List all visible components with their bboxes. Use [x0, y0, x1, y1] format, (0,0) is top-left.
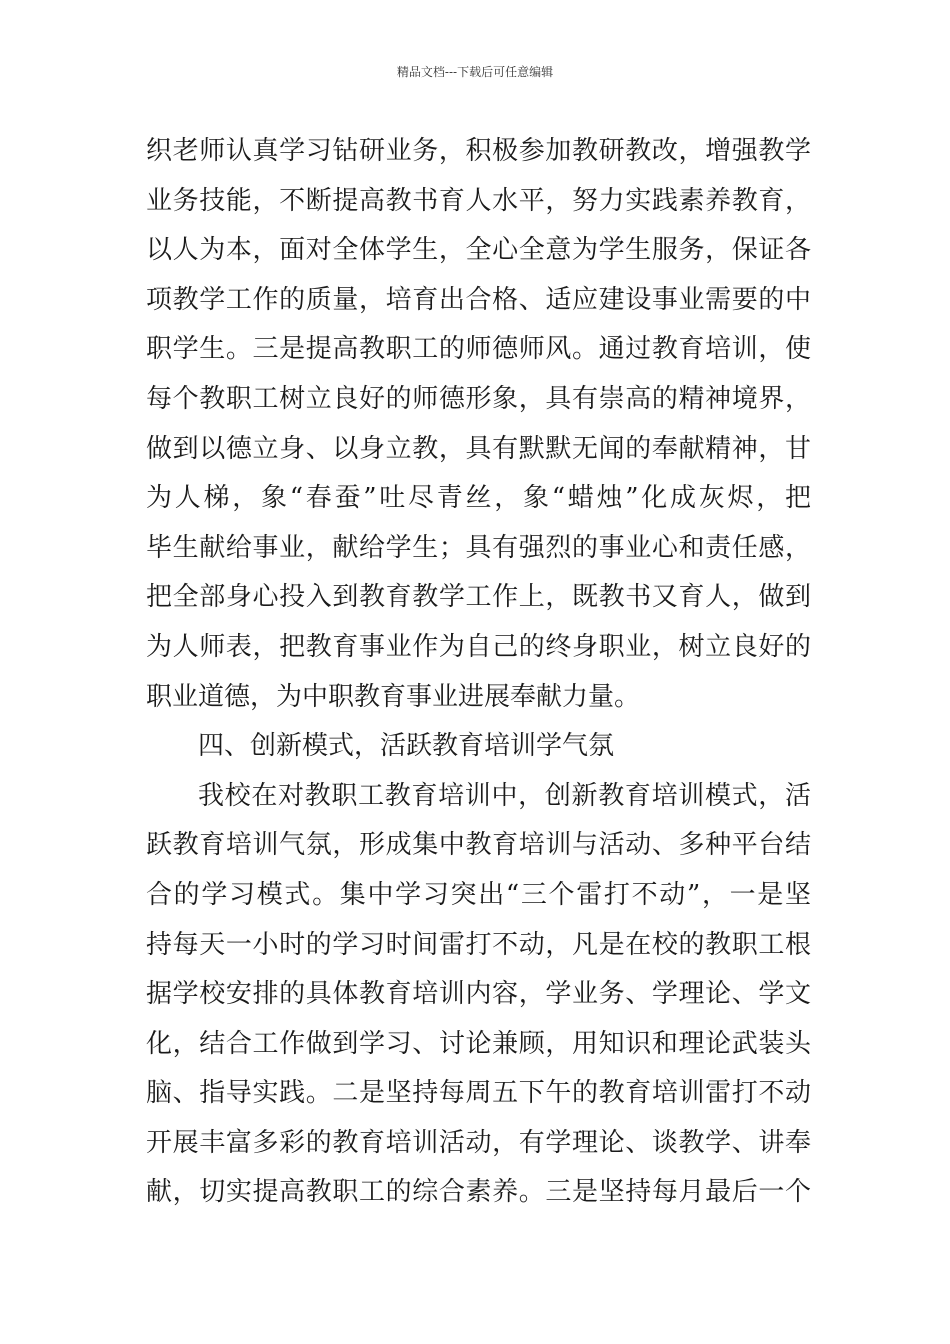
- text-line: 我校在对教职工教育培训中，创新教育培训模式，活: [198, 780, 811, 811]
- text-line: 脑、指导实践。二是坚持每周五下午的教育培训雷打不动: [146, 1078, 811, 1109]
- page-header: 精品文档---下载后可任意编辑: [396, 65, 554, 79]
- text-line: 合的学习模式。集中学习突出“三个雷打不动”，一是坚: [146, 879, 811, 910]
- body-text: [146, 127, 811, 1218]
- text-line: 献，切实提高教职工的综合素养。三是坚持每月最后一个: [146, 1177, 811, 1208]
- text-line: 为人梯，象“春蚕”吐尽青丝，象“蜡烛”化成灰烬，把: [146, 483, 811, 514]
- text-line: 四、创新模式，活跃教育培训学气氛: [198, 731, 615, 762]
- text-line: 职学生。三是提高教职工的师德师风。通过教育培训，使: [146, 334, 811, 365]
- text-line: 据学校安排的具体教育培训内容，学业务、学理论、学文: [146, 979, 811, 1010]
- text-line: 为人师表，把教育事业作为自己的终身职业，树立良好的: [146, 631, 811, 662]
- text-line: 职业道德，为中职教育事业进展奉献力量。: [146, 681, 641, 712]
- text-line: 持每天一小时的学习时间雷打不动，凡是在校的教职工根: [146, 929, 811, 960]
- text-line: 化，结合工作做到学习、讨论兼顾，用知识和理论武装头: [146, 1028, 811, 1059]
- text-line: 把全部身心投入到教育教学工作上，既教书又育人，做到: [146, 582, 811, 613]
- text-line: 业务技能，不断提高教书育人水平，努力实践素养教育，: [146, 185, 811, 216]
- text-line: 开展丰富多彩的教育培训活动，有学理论、谈教学、讲奉: [146, 1127, 811, 1158]
- text-line: 以人为本，面对全体学生，全心全意为学生服务，保证各: [146, 235, 811, 266]
- text-line: 毕生献给事业，献给学生；具有强烈的事业心和责任感，: [146, 532, 811, 563]
- text-line: 跃教育培训气氛，形成集中教育培训与活动、多种平台结: [146, 830, 811, 861]
- text-line: 织老师认真学习钻研业务，积极参加教研教改，增强教学: [146, 136, 811, 166]
- text-line: 每个教职工树立良好的师德形象，具有崇高的精神境界，: [146, 383, 811, 414]
- text-line: 项教学工作的质量，培育出合格、适应建设事业需要的中: [146, 284, 811, 315]
- text-line: 做到以德立身、以身立教，具有默默无闻的奉献精神，甘: [146, 433, 811, 464]
